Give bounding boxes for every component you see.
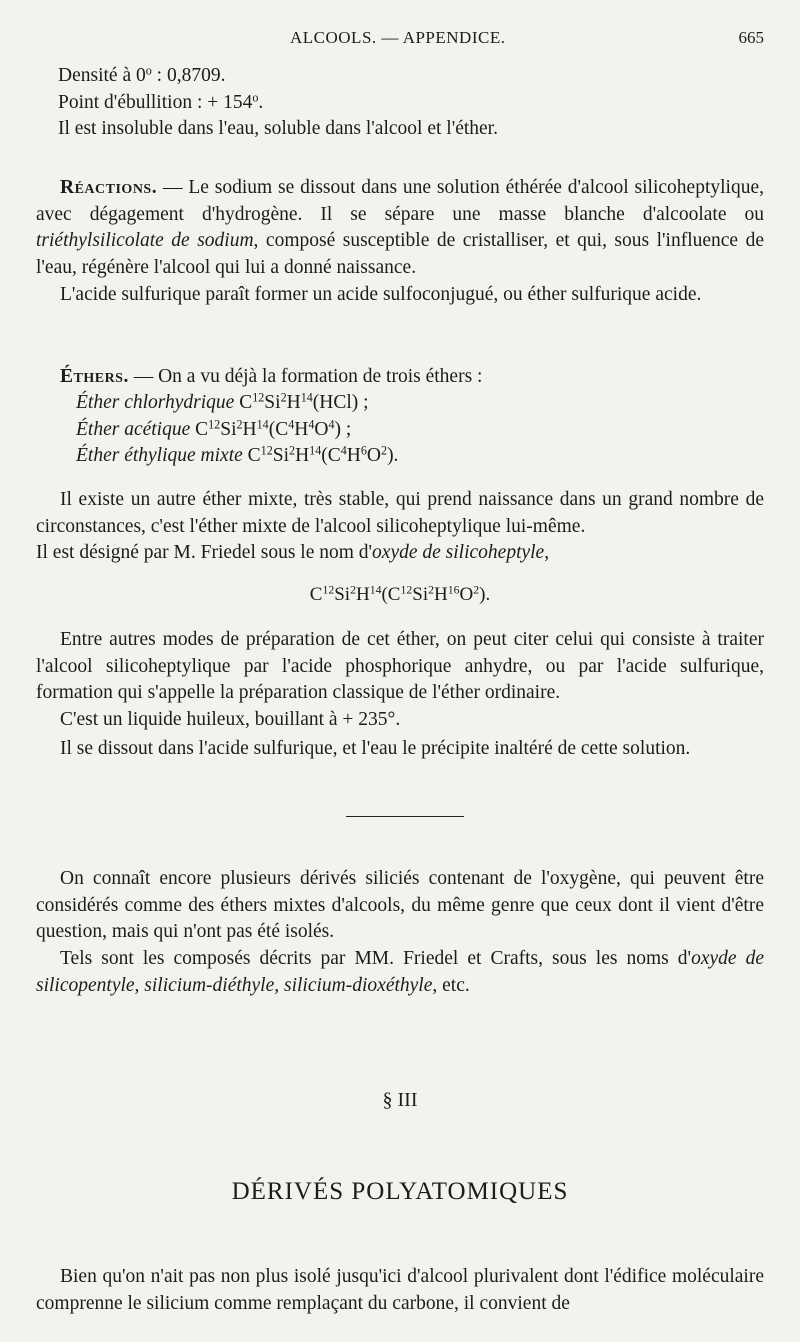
friedel-crafts-etc: , etc.	[432, 974, 470, 996]
running-head	[0, 28, 800, 52]
sulfuric-paragraph: L'acide sulfurique paraît former un acide sulfoconjugué, ou éther sulfurique acide.	[60, 284, 702, 305]
oxide-formula: $C^{12}Si^2H^{14}(C^{12}Si^2H^{16}O^2)$.	[309, 583, 491, 605]
liquid-paragraph: C'est un liquide huileux, bouillant à + 235°.	[60, 709, 401, 730]
page-number: 665	[738, 28, 764, 47]
friedel-crafts-paragraph	[36, 946, 764, 999]
reactions-text-1: — Le sodium se dissout dans une solution éthérée d'alcool silicoheptylique, avec dégagement d'hydrogène. Il se sépare une masse blanche d'alcoolate ou	[36, 177, 764, 225]
ethers-intro-text: — On a vu déjà la formation de trois éthers :	[128, 366, 483, 387]
friedel-crafts-text: Tels sont les composés décrits par MM. Friedel et Crafts, sous les noms d'	[60, 948, 692, 969]
friedel-italic: oxyde de silicoheptyle	[372, 542, 545, 563]
friedel-line	[36, 540, 549, 567]
polyatomic-paragraph: Bien qu'on n'ait pas non plus isolé jusqu'ici d'alcool plurivalent dont l'édifice moléculaire comprenne le silicium comme remplaçant du carbone, il convient de	[36, 1266, 764, 1314]
ether-list	[76, 390, 398, 470]
properties	[58, 63, 764, 143]
friedel-comma: ,	[544, 542, 550, 563]
preparation-paragraph: Entre autres modes de préparation de cet éther, on peut citer celui qui consiste à traiter l'alcool silicoheptylique par l'acide phosphorique anhydre, ou par l'acide sulfurique, formation qui s'appelle la préparation classique de l'éther ordinaire.	[36, 629, 764, 703]
ether-name: Éther éthylique mixte	[76, 445, 243, 466]
section-title: DÉRIVÉS POLYATOMIQUES	[231, 1178, 569, 1205]
density-line: Densité à 0$^o$ : 0,8709.	[58, 63, 226, 86]
ethers-heading: Éthers.	[60, 366, 129, 387]
friedel-text: Il est désigné par M. Friedel sous le nom d'	[36, 542, 373, 563]
reactions-italic-term: triéthylsilicolate de sodium	[36, 230, 254, 251]
reactions-heading: Réactions.	[60, 177, 158, 198]
mixed-ether-text: Il existe un autre éther mixte, très stable, qui prend naissance dans un grand nombre de circonstances, c'est l'éther mixte de l'alcool silicoheptylique lui-même.	[36, 489, 764, 537]
ether-name: Éther acétique	[76, 418, 191, 440]
other-derivatives-paragraph: On connaît encore plusieurs dérivés siliciés contenant de l'oxygène, qui peuvent être considérés comme des éthers mixtes d'alcools, du même genre que ceux dont il vient d'être question, mais qui n'ont pas été isolés.	[36, 868, 764, 942]
friedel-crafts-italic: oxyde de silicopentyle, silicium-diéthyle, silicium-dioxéthyle	[36, 948, 764, 996]
running-head-title: ALCOOLS. — APPENDICE.	[290, 28, 506, 47]
ether-item: Éther éthylique mixte $C^{12}Si^2H^{14}(C^4H^6O^2)$.	[76, 443, 399, 466]
ether-name: Éther chlorhydrique	[76, 392, 235, 413]
section-divider	[346, 816, 464, 817]
reactions-text-2: , composé susceptible de cristalliser, et qui, sous l'influence de l'eau, régénère l'alcool qui lui a donné naissance.	[36, 230, 764, 278]
solubility-line: Il est insoluble dans l'eau, soluble dans l'alcool et l'éther.	[58, 118, 498, 139]
reactions-paragraph	[36, 175, 764, 281]
section-mark: § III	[382, 1089, 418, 1111]
dissolve-paragraph: Il se dissout dans l'acide sulfurique, et l'eau le précipite inaltéré de cette solution.	[60, 738, 691, 759]
ether-item: Éther chlorhydrique $C^{12}Si^2H^{14}(HCl)$ ;	[76, 390, 369, 413]
mixed-ether-paragraph	[36, 487, 764, 567]
boiling-point-line: Point d'ébullition : + $154^o$.	[58, 89, 264, 113]
ether-item: Éther acétique $C^{12}Si^2H^{14}(C^4H^4O^4)$ ;	[76, 416, 352, 440]
ethers-intro	[36, 364, 764, 391]
